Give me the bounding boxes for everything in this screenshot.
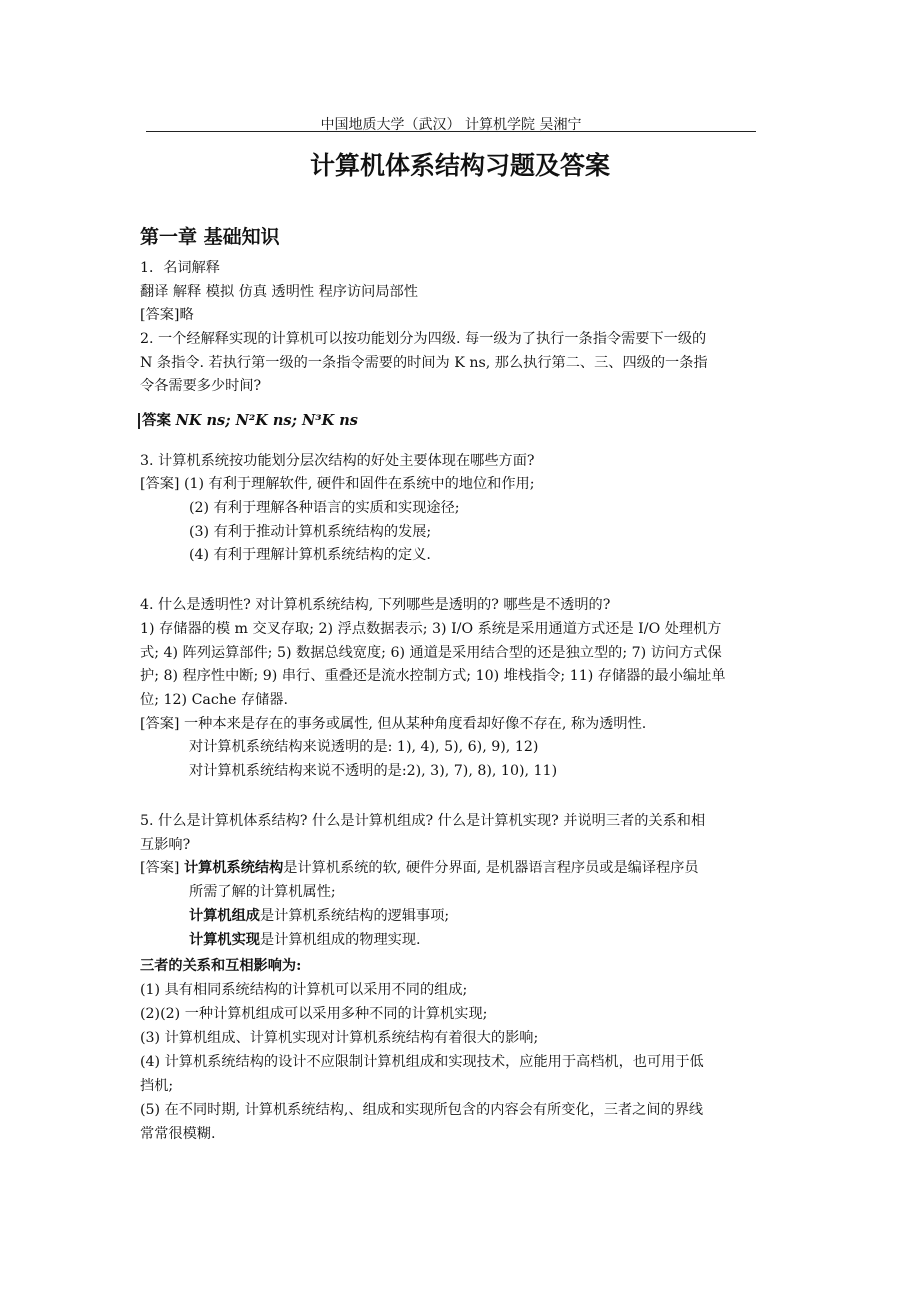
q5-answer-prefix: [答案] — [140, 860, 184, 876]
q5-relation-4: (4) 计算机系统结构的设计不应限制计算机组成和实现技术，应能用于高档机，也可用于低 — [140, 1054, 704, 1070]
q4-items-line-1: 1) 存储器的模 m 交叉存取; 2) 浮点数据表示; 3) I/O 系统是采用通道方式还是 I/O 处理机方 — [140, 621, 722, 637]
q5-impl-def: 是计算机组成的物理实现. — [259, 932, 421, 948]
q4-answer-definition: [答案] 一种本来是存在的事务或属性, 但从某种角度看却好像不存在, 称为透明性. — [140, 716, 647, 732]
q3-answer-1: [答案] (1) 有利于理解软件, 硬件和固件在系统中的地位和作用; — [140, 476, 535, 492]
q5-relation-1: (1) 具有相同系统结构的计算机可以采用不同的组成; — [140, 982, 468, 998]
q4-items-line-2: 式; 4) 阵列运算部件; 5) 数据总线宽度; 6) 通道是采用结合型的还是独立型的; 7) 访问方式保 — [140, 645, 722, 661]
q5-arch-def: 是计算机系统的软, 硬件分界面, 是机器语言程序员或是编译程序员 — [283, 860, 699, 876]
q5-line-2: 互影响? — [140, 837, 191, 853]
q5-relation-5-cont: 常常很模糊. — [140, 1126, 216, 1142]
q5-relation-2: (2)(2) 一种计算机组成可以采用多种不同的计算机实现; — [140, 1006, 488, 1022]
q5-org-def: 是计算机系统结构的逻辑事项; — [259, 908, 450, 924]
q4-items-line-4: 位; 12) Cache 存储器. — [140, 692, 288, 708]
chapter-title: 第一章 基础知识 — [140, 226, 280, 248]
q5-org-term: 计算机组成 — [189, 908, 260, 924]
header-rule — [146, 131, 756, 132]
q5-arch-def-2: 所需了解的计算机属性; — [189, 884, 336, 900]
q3-answer-4: (4) 有利于理解计算机系统结构的定义. — [189, 547, 431, 563]
q4-items-line-3: 护; 8) 程序性中断; 9) 串行、重叠还是流水控制方式; 10) 堆栈指令; 11) 存储器的最小编址单 — [140, 668, 726, 684]
q5-answer-arch — [140, 857, 785, 881]
q5-answer-org — [189, 905, 785, 929]
q5-relation-heading: 三者的关系和互相影响为: — [140, 958, 302, 974]
q2-answer-label: 答案 — [138, 413, 171, 429]
q4-answer-not-transparent: 对计算机系统结构来说不透明的是:2), 3), 7), 8), 10), 11) — [189, 763, 558, 779]
q5-relation-5: (5) 在不同时期, 计算机系统结构,、组成和实现所包含的内容会有所变化，三者之间的界线 — [140, 1102, 704, 1118]
header-institution: 中国地质大学（武汉） 计算机学院 吴湘宁 — [320, 117, 582, 133]
q5-relation-4-cont: 挡机; — [140, 1078, 174, 1094]
document-title: 计算机体系结构习题及答案 — [309, 151, 610, 180]
q1-answer: [答案]略 — [140, 307, 194, 323]
q3-answer-2: (2) 有利于理解各种语言的实质和实现途径; — [189, 500, 460, 516]
q5-answer-impl — [189, 929, 785, 953]
q3-question: 3. 计算机系统按功能划分层次结构的好处主要体现在哪些方面? — [140, 453, 535, 469]
q4-question: 4. 什么是透明性? 对计算机系统结构, 下列哪些是透明的? 哪些是不透明的? — [140, 597, 611, 613]
q4-answer-transparent: 对计算机系统结构来说透明的是: 1), 4), 5), 6), 9), 12) — [189, 739, 539, 755]
q2-line-1: 2. 一个经解释实现的计算机可以按功能划分为四级. 每一级为了执行一条指令需要下一级的 — [140, 331, 707, 347]
q2-answer-math: NK ns; N²K ns; N³K ns — [175, 412, 358, 429]
q5-line-1: 5. 什么是计算机体系结构? 什么是计算机组成? 什么是计算机实现? 并说明三者的关系和相 — [140, 813, 706, 829]
q1-title: 1．名词解释 — [140, 260, 220, 276]
q2-line-3: 令各需要多少时间? — [140, 378, 262, 394]
q2-line-2: N 条指令. 若执行第一级的一条指令需要的时间为 K ns, 那么执行第二、三、四级的一条指 — [140, 355, 708, 371]
q5-arch-term: 计算机系统结构 — [183, 860, 284, 876]
q3-answer-3: (3) 有利于推动计算机系统结构的发展; — [189, 524, 432, 540]
q1-terms: 翻译 解释 模拟 仿真 透明性 程序访问局部性 — [140, 284, 418, 300]
q5-impl-term: 计算机实现 — [189, 932, 260, 948]
q5-relation-3: (3) 计算机组成、计算机实现对计算机系统结构有着很大的影响; — [140, 1030, 539, 1046]
q2-answer — [138, 409, 358, 430]
